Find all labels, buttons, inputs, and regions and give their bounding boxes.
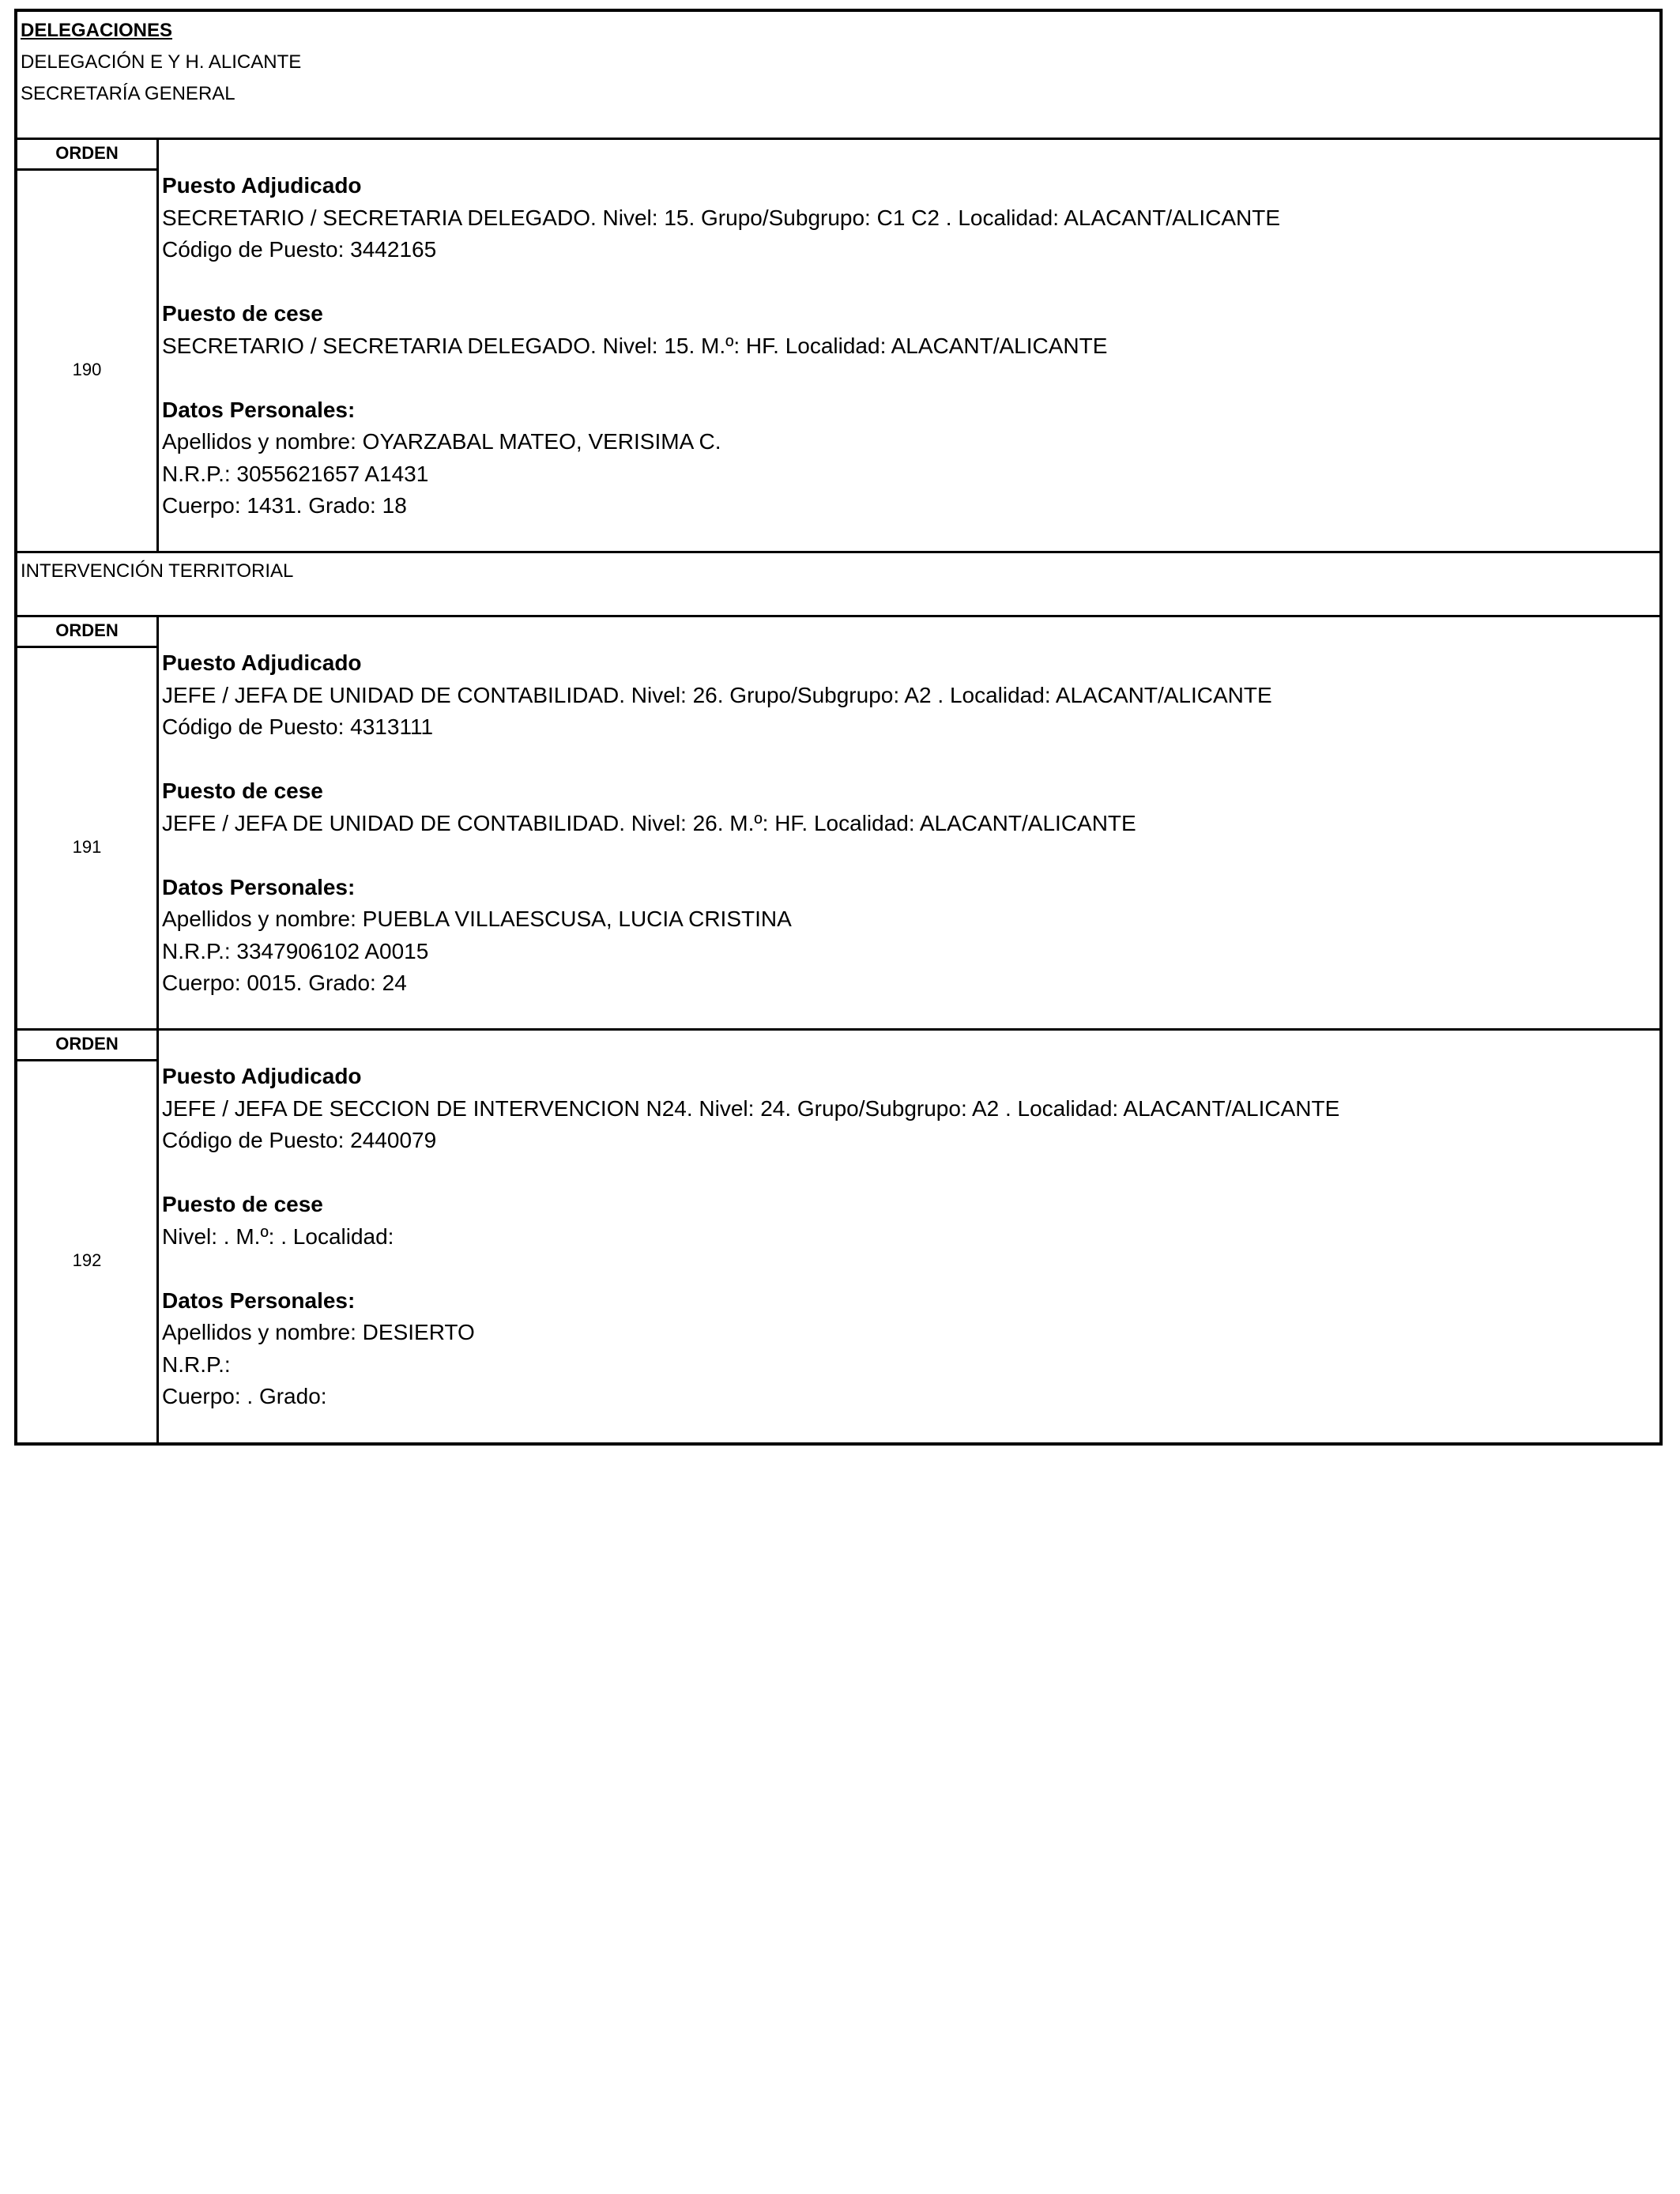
orden-column: [17, 1029, 159, 1443]
unidad-intervencion: INTERVENCIÓN TERRITORIAL: [21, 560, 294, 582]
orden-number: 191: [72, 837, 102, 857]
delegacion-name: DELEGACIÓN E Y H. ALICANTE: [21, 51, 302, 73]
entry-detail: [162, 170, 1659, 522]
section-title: DELEGACIONES: [21, 20, 173, 41]
nrp: N.R.P.:: [162, 1351, 231, 1377]
orden-header: ORDEN: [17, 616, 156, 648]
codigo-puesto: Código de Puesto: 3442165: [162, 237, 437, 262]
puesto-cese-desc: Nivel: . M.º: . Localidad:: [162, 1223, 394, 1249]
nrp: N.R.P.: 3347906102 A0015: [162, 938, 429, 963]
puesto-adjudicado-label: Puesto Adjudicado: [162, 650, 362, 675]
entry-row: [17, 138, 1659, 551]
puesto-adjudicado-desc: JEFE / JEFA DE SECCION DE INTERVENCION N24. Nivel: 24. Grupo/Subgrupo: A2 . Localidad: ALACANT/ALICANTE: [162, 1095, 1340, 1121]
apellidos-nombre: Apellidos y nombre: OYARZABAL MATEO, VERISIMA C.: [162, 429, 721, 454]
orden-header: ORDEN: [17, 138, 156, 171]
cuerpo-grado: Cuerpo: 0015. Grado: 24: [162, 971, 407, 995]
puesto-cese-label: Puesto de cese: [162, 1192, 323, 1216]
orden-header: ORDEN: [17, 1029, 156, 1061]
cuerpo-grado: Cuerpo: 1431. Grado: 18: [162, 493, 407, 518]
puesto-cese-desc: SECRETARIO / SECRETARIA DELEGADO. Nivel: 15. M.º: HF. Localidad: ALACANT/ALICANTE: [162, 333, 1108, 358]
puesto-cese-label: Puesto de cese: [162, 778, 323, 803]
apellidos-nombre: Apellidos y nombre: PUEBLA VILLAESCUSA, LUCIA CRISTINA: [162, 907, 792, 931]
datos-personales-label: Datos Personales:: [162, 397, 356, 422]
codigo-puesto: Código de Puesto: 2440079: [162, 1128, 437, 1152]
puesto-cese-label: Puesto de cese: [162, 301, 323, 326]
datos-personales-label: Datos Personales:: [162, 1287, 356, 1313]
entry-row: [17, 616, 1659, 1028]
orden-number: 192: [72, 1250, 102, 1270]
puesto-adjudicado-desc: SECRETARIO / SECRETARIA DELEGADO. Nivel: 15. Grupo/Subgrupo: C1 C2 . Localidad: ALACANT/ALICANTE: [162, 205, 1281, 230]
entry-detail: [162, 647, 1659, 1000]
orden-column: [17, 138, 159, 551]
unidad-secretaria: SECRETARÍA GENERAL: [21, 83, 235, 104]
codigo-puesto: Código de Puesto: 4313111: [162, 714, 434, 739]
entry-row: [17, 1029, 1659, 1443]
nrp: N.R.P.: 3055621657 A1431: [162, 461, 429, 486]
resolution-table: [14, 9, 1663, 1446]
datos-personales-label: Datos Personales:: [162, 874, 356, 899]
puesto-adjudicado-label: Puesto Adjudicado: [162, 173, 362, 198]
entry-detail: [162, 1061, 1659, 1413]
orden-column: [17, 616, 159, 1028]
puesto-adjudicado-desc: JEFE / JEFA DE UNIDAD DE CONTABILIDAD. Nivel: 26. Grupo/Subgrupo: A2 . Localidad: ALACANT/ALICANTE: [162, 682, 1272, 707]
puesto-cese-desc: JEFE / JEFA DE UNIDAD DE CONTABILIDAD. Nivel: 26. M.º: HF. Localidad: ALACANT/ALICANTE: [162, 810, 1136, 835]
apellidos-nombre: Apellidos y nombre: DESIERTO: [162, 1320, 475, 1344]
cuerpo-grado: Cuerpo: . Grado:: [162, 1384, 327, 1408]
orden-number: 190: [72, 360, 102, 379]
divider: [17, 551, 1659, 553]
puesto-adjudicado-label: Puesto Adjudicado: [162, 1064, 362, 1088]
